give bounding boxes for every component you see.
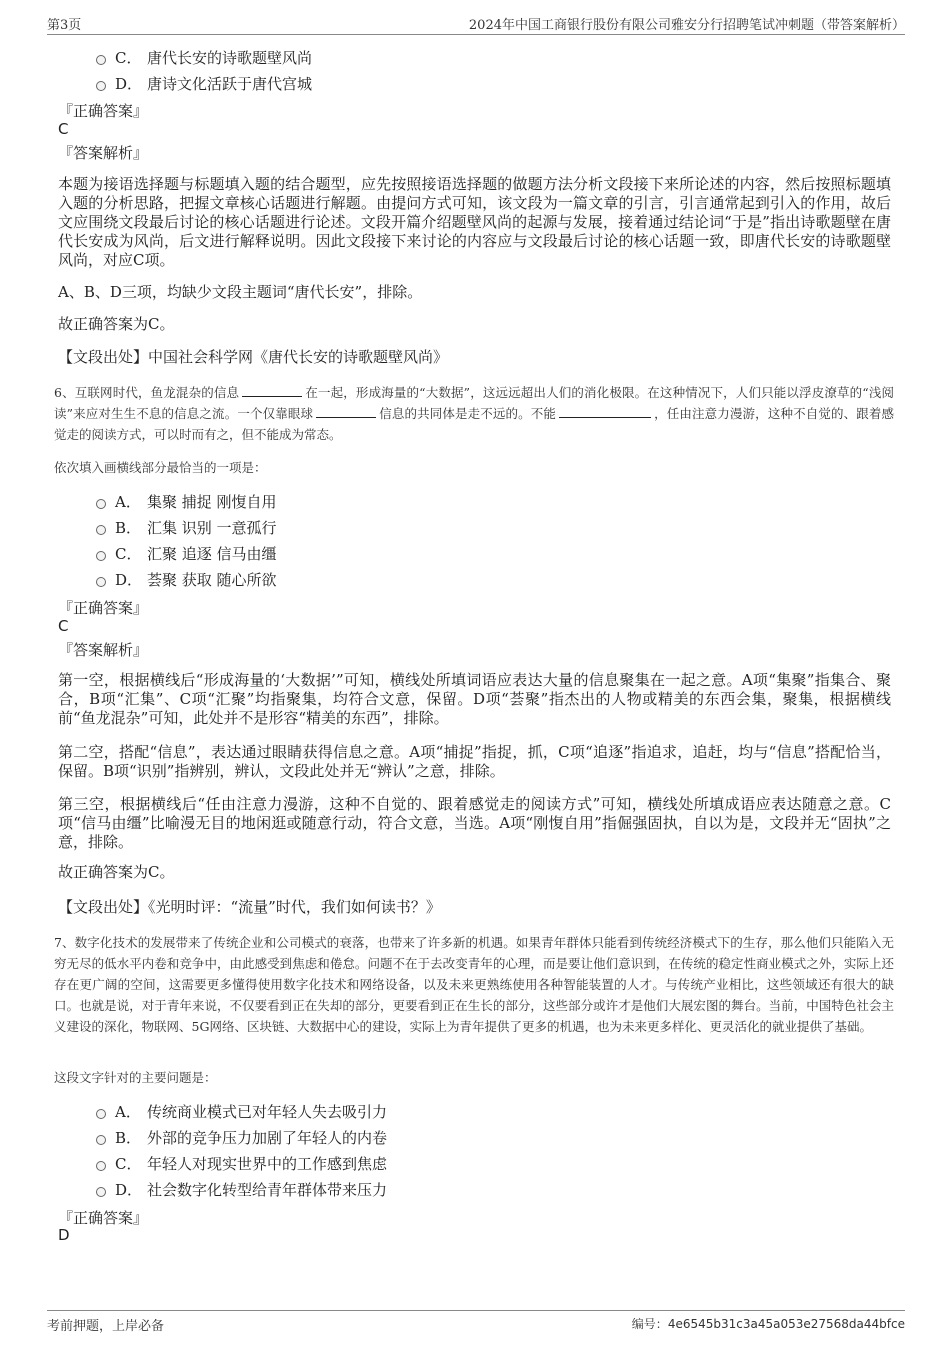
q5-answer-label: 『正确答案』 (58, 102, 149, 120)
document-title: 2024年中国工商银行股份有限公司雅安分行招聘笔试冲刺题（带答案解析） (468, 18, 905, 33)
q6-stem: 6、互联网时代，鱼龙混杂的信息 在一起，形成海量的“大数据”，这远远超出人们的消化极限。在这种情况下，人们只能以浮皮潦草的“浅阅读”来应对生生不息的信息之流。一个仅靠眼球 信息的共同体是走不远的。不能 ，任由注意力漫游，这种不自觉的、跟着感觉走的阅读方式，可以时而有之，但不能成为常态。 (54, 385, 894, 442)
q7-option-d[interactable]: D． 社会数字化转型给青年群体带来压力 (96, 1178, 387, 1200)
q7-option-c[interactable]: C． 年轻人对现实世界中的工作感到焦虑 (96, 1152, 387, 1174)
q6-option-d[interactable]: D． 荟聚 获取 随心所欲 (96, 568, 277, 590)
q6-option-a[interactable]: A． 集聚 捕捉 刚愎自用 (96, 490, 277, 512)
radio-icon[interactable] (96, 81, 106, 91)
q5-analysis-para: 故正确答案为C。 (58, 315, 175, 333)
q6-analysis-para: 故正确答案为C。 (58, 863, 175, 881)
q5-option-d[interactable]: D． 唐诗文化活跃于唐代宫城 (96, 72, 312, 94)
q7-prompt: 这段文字针对的主要问题是： (54, 1070, 217, 1085)
radio-icon[interactable] (96, 525, 106, 535)
q5-answer: C (58, 120, 69, 138)
q5-source: 【文段出处】中国社会科学网《唐代长安的诗歌题壁风尚》 (58, 348, 449, 366)
radio-icon[interactable] (96, 55, 106, 65)
q6-answer-label: 『正确答案』 (58, 599, 149, 617)
q6-analysis-para: 第二空，搭配“信息”，表达通过眼睛获得信息之意。A项“捕捉”指捉，抓，C项“追逐”指追求，追赶，均与“信息”搭配恰当，保留。B项“识别”指辨别，辨认，文段此处并无“辨认”之意，排除。 (58, 743, 891, 780)
q6-source: 【文段出处】《光明时评：“流量”时代，我们如何读书？》 (58, 898, 441, 916)
q6-analysis-label: 『答案解析』 (58, 641, 149, 659)
q5-option-c[interactable]: C． 唐代长安的诗歌题壁风尚 (96, 46, 312, 68)
page-footer (47, 1310, 905, 1335)
radio-icon[interactable] (96, 499, 106, 509)
q6-option-c[interactable]: C． 汇聚 追逐 信马由缰 (96, 542, 277, 564)
fill-blank (242, 384, 302, 397)
q6-analysis-para: 第三空，根据横线后“任由注意力漫游，这种不自觉的、跟着感觉走的阅读方式”可知，横线处所填成语应表达随意之意。C项“信马由缰”比喻漫无目的地闲逛或随意行动，符合文意，当选。A项“刚愎自用”指倔强固执，自以为是，文段并无“固执”之意，排除。 (58, 795, 891, 851)
q7-option-a[interactable]: A． 传统商业模式已对年轻人失去吸引力 (96, 1100, 387, 1122)
q6-prompt: 依次填入画横线部分最恰当的一项是： (54, 460, 267, 475)
fill-blank (316, 405, 376, 418)
q5-analysis-para: A、B、D三项，均缺少文段主题词“唐代长安”，排除。 (58, 283, 423, 301)
q6-analysis-para: 第一空，根据横线后“形成海量的‘大数据’”可知，横线处所填词语应表达大量的信息聚集在一起之意。A项“集聚”指集合、聚合，B项“汇集”、C项“汇聚”均指聚集，均符合文意，保留。D项“荟聚”指杰出的人物或精美的东西会集，聚集，根据横线前“鱼龙混杂”可知，此处并不是形容“精美的东西”，排除。 (58, 671, 891, 727)
q7-answer-label: 『正确答案』 (58, 1209, 149, 1227)
page-number: 第3页 (47, 18, 82, 33)
q5-analysis-para: 本题为接语选择题与标题填入题的结合题型，应先按照接语选择题的做题方法分析文段接下来所论述的内容，然后按照标题填入题的分析思路，把握文章核心话题进行解题。由提问方式可知，该文段为一篇文章的引言，引言通常起到引入的作用，故后文应围绕文段最后讨论的核心话题进行论述。文段开篇介绍题壁风尚的起源与发展，接着通过结论词“于是”指出诗歌题壁在唐代长安成为风尚，后文进行解释说明。因此文段接下来讨论的内容应与文段最后讨论的核心话题一致，即唐代长安的诗歌题壁风尚，对应C项。 (58, 175, 891, 269)
radio-icon[interactable] (96, 1161, 106, 1171)
page-header (47, 12, 905, 35)
q6-option-b[interactable]: B． 汇集 识别 一意孤行 (96, 516, 277, 538)
footer-slogan: 考前押题，上岸必备 (47, 1319, 165, 1334)
radio-icon[interactable] (96, 1135, 106, 1145)
radio-icon[interactable] (96, 551, 106, 561)
footer-code: 编号：4e6545b31c3a45a053e27568da44bfce (631, 1317, 905, 1331)
q7-option-b[interactable]: B． 外部的竞争压力加剧了年轻人的内卷 (96, 1126, 387, 1148)
q6-answer: C (58, 617, 69, 635)
radio-icon[interactable] (96, 1109, 106, 1119)
radio-icon[interactable] (96, 1187, 106, 1197)
q7-stem: 7、数字化技术的发展带来了传统企业和公司模式的衰落，也带来了许多新的机遇。如果青年群体只能看到传统经济模式下的生存，那么他们只能陷入无穷无尽的低水平内卷和竞争中，由此感受到焦虑和倦怠。问题不在于去改变青年的心理，而是要让他们意识到，在传统的稳定性商业模式之外，实际上还存在更广阔的空间，这需要更多懂得使用数字化技术和网络设备，以及未来更熟练使用各种智能装置的人才。与传统产业相比，这些领域还有很大的缺口。也就是说，对于青年来说，不仅要看到正在失却的部分，更要看到正在生长的部分，这些部分或许才是他们大展宏图的舞台。当前，中国特色社会主义建设的深化，物联网、5G网络、区块链、大数据中心的建设，实际上为青年提供了更多的机遇，也为未来更多样化、更灵活化的就业提供了基础。 (54, 935, 894, 1034)
radio-icon[interactable] (96, 577, 106, 587)
q7-answer: D (58, 1226, 70, 1244)
fill-blank (559, 405, 651, 418)
q5-analysis-label: 『答案解析』 (58, 144, 149, 162)
